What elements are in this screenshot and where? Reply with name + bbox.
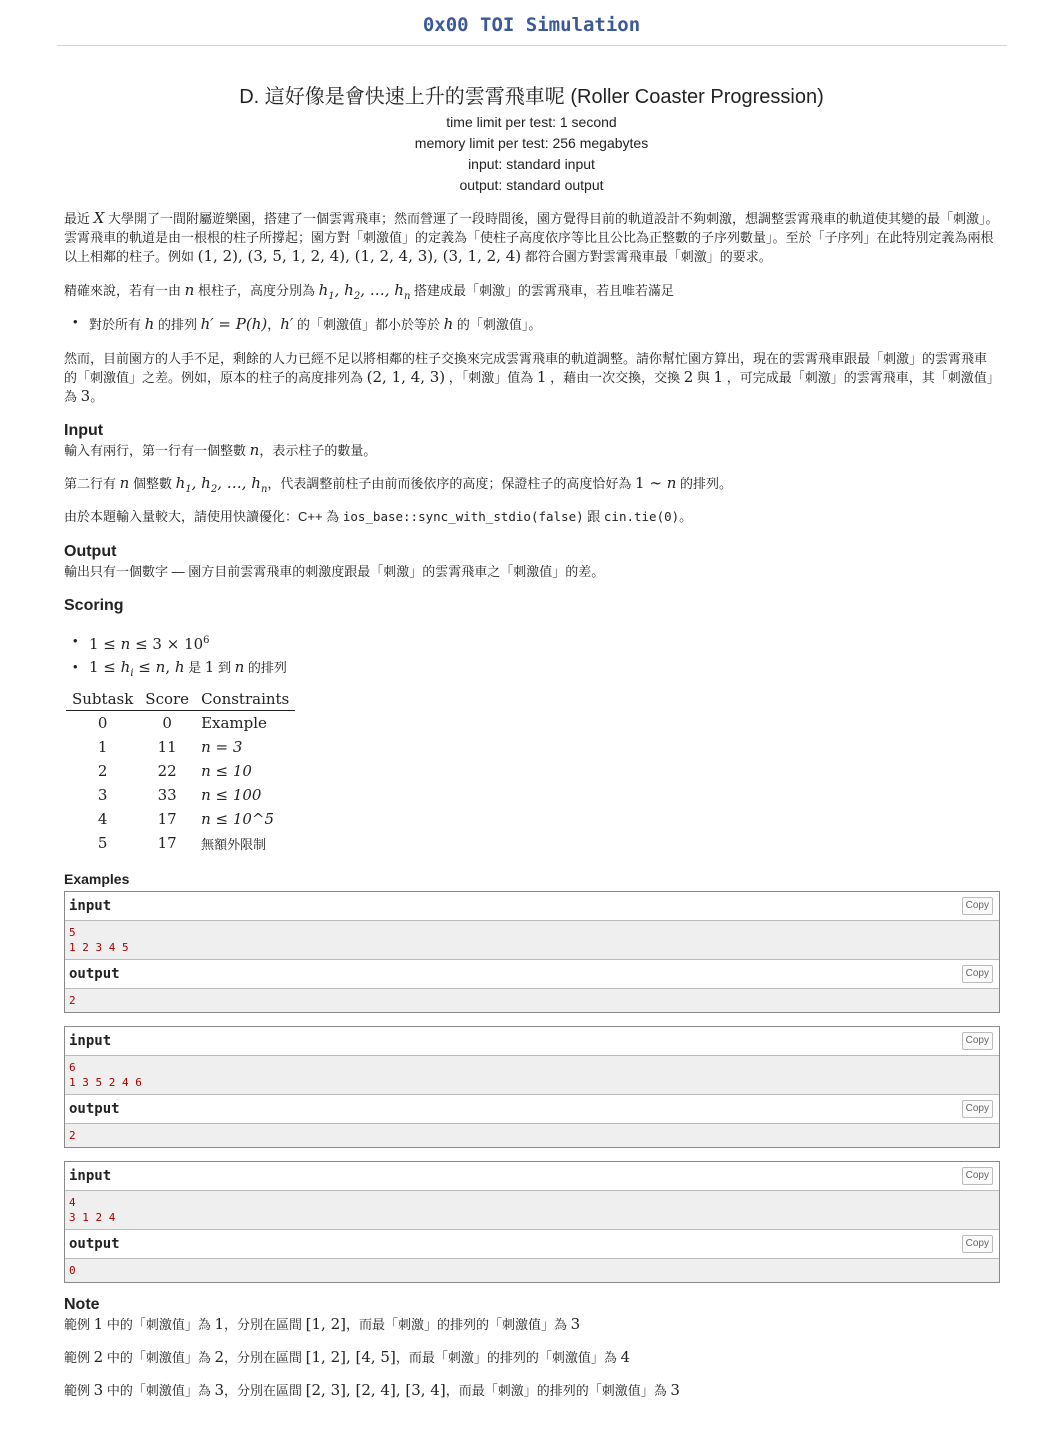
note-line-3: 範例 3 中的「刺激值」為 3，分別在區間 [2, 3], [2, 4], [3, 4]，而最「刺激」的排列的「刺激值」為 3 (64, 1381, 680, 1399)
table-cell: 22 (157, 762, 177, 780)
subtask-table (66, 688, 295, 855)
input-content[interactable]: 5 1 2 3 4 5 (65, 921, 999, 960)
input-header (65, 1162, 999, 1191)
table-header: Score (139, 688, 195, 711)
table-header: Subtask (66, 688, 139, 711)
statement-paragraph-1: 最近 X 大學開了一間附屬遊樂園，搭建了一個雲霄飛車；然而營運了一段時間後，園方覺得目前的軌道設計不夠刺激，想調整雲霄飛車的軌道使其變的最「刺激」。雲霄飛車的軌道是由一根根的柱子所撐起；園方對「刺激值」的定義為「使柱子高度依序等比且公比為正整數的子序列數量」。至於「子序列」在此特別定義為兩根以上相鄰的柱子。例如 (1, 2), (3, 5, 1, 2, 4), (1, 2, 4, 3), (3, 1, 2, 4) 都符合園方對雲霄飛車最「刺激」的要求。 (64, 209, 999, 265)
input-label: input (69, 1168, 112, 1184)
code-snippet: ios_base::sync_with_stdio(false) (342, 509, 584, 524)
table-cell: 5 (97, 834, 108, 852)
note-line-1: 範例 1 中的「刺激值」為 1，分別在區間 [1, 2]，而最「刺激」的排列的「刺激值」為 3 (64, 1315, 581, 1333)
table-row (66, 807, 295, 831)
output-content[interactable]: 2 (65, 989, 999, 1012)
output-content[interactable]: 0 (65, 1259, 999, 1282)
table-cell: 0 (162, 714, 172, 732)
example-block-1 (64, 891, 1000, 1013)
table-cell: 2 (97, 762, 108, 780)
list-item: • $1 \le h_i \le n$, h 是 1 到 n 的排列 (64, 656, 287, 685)
table-cell: Example (201, 714, 267, 732)
table-cell: n ≤ 10 (201, 762, 252, 780)
table-row (66, 783, 295, 807)
note-line-2: 範例 2 中的「刺激值」為 2，分別在區間 [1, 2], [4, 5]，而最「刺激」的排列的「刺激值」為 4 (64, 1348, 631, 1366)
output-label: output (69, 1101, 120, 1117)
table-cell: 1 (97, 738, 108, 756)
table-cell: 4 (97, 810, 108, 828)
scoring-section-title: Scoring (64, 597, 124, 614)
problem-title: D. 這好像是會快速上升的雲霄飛車呢 (Roller Coaster Progression) (239, 86, 824, 108)
input-section-title: Input (64, 422, 104, 439)
input-content[interactable]: 6 1 3 5 2 4 6 (65, 1056, 999, 1095)
table-cell: n ≤ 10^5 (201, 810, 275, 828)
contest-title[interactable]: 0x00 TOI Simulation (422, 14, 641, 36)
input-line-2: 第二行有 n 個整數 $h_1$, $h_2$, …, $h_n$，代表調整前柱子由前而後依序的高度；保證柱子的高度恰好為 1 ∼ n 的排列。 (64, 474, 732, 495)
output-section-title: Output (64, 543, 117, 560)
table-cell: 17 (157, 810, 177, 828)
input-line-1: 輸入有兩行，第一行有一個整數 n，表示柱子的數量。 (64, 441, 377, 459)
statement-paragraph-2: 精確來說，若有一由 n 根柱子，高度分別為 $h_1$, $h_2$, …, $h_n$ 搭建成最「刺激」的雲霄飛車，若且唯若滿足 (64, 281, 675, 302)
table-cell: 11 (157, 738, 177, 756)
copy-button[interactable]: Copy (962, 965, 993, 983)
note-section-title: Note (64, 1296, 100, 1313)
output-label: output (69, 1236, 120, 1252)
input-content[interactable]: 4 3 1 2 4 (65, 1191, 999, 1230)
table-row (66, 735, 295, 759)
output-label: output (69, 966, 120, 982)
output-header (65, 1095, 999, 1124)
table-cell: 0 (97, 714, 108, 732)
example-block-2 (64, 1026, 1000, 1148)
output-header (65, 960, 999, 989)
condition-list (64, 314, 541, 333)
copy-button[interactable]: Copy (962, 1167, 993, 1185)
input-spec: input: standard input (468, 156, 595, 172)
output-text: 輸出只有一個數字 — 園方目前雲霄飛車的刺激度跟最「刺激」的雲霄飛車之「刺激值」的差。 (64, 564, 605, 579)
table-cell: 17 (157, 834, 177, 852)
output-header (65, 1230, 999, 1259)
input-label: input (69, 898, 112, 914)
output-spec: output: standard output (459, 177, 604, 193)
memory-limit: memory limit per test: 256 megabytes (414, 135, 649, 151)
table-cell: 33 (157, 786, 177, 804)
header-divider (57, 45, 1007, 46)
code-snippet: cin.tie(0) (603, 509, 680, 524)
input-line-3: 由於本題輸入量較大，請使用快讀優化：C++ 為 ios_base::sync_with_stdio(false) 跟 cin.tie(0)。 (64, 509, 693, 524)
statement-paragraph-3: 然而，目前園方的人手不足，剩餘的人力已經不足以將相鄰的柱子交換來完成雲霄飛車的軌道調整。請你幫忙園方算出，現在的雲霄飛車跟最「刺激」的雲霄飛車的「刺激值」之差。例如，原本的柱子的高度排列為 (2, 1, 4, 3) ，「刺激」值為 1 ，藉由一次交換，交換 2 與 1 ，可完成最「刺激」的雲霄飛車，其「刺激值」為 3。 (64, 351, 994, 405)
table-cell: n ≤ 100 (201, 786, 262, 804)
copy-button[interactable]: Copy (962, 1100, 993, 1118)
output-content[interactable]: 2 (65, 1124, 999, 1147)
table-header: Constraints (195, 688, 295, 711)
input-header (65, 892, 999, 921)
table-cell: 無額外限制 (201, 837, 267, 853)
copy-button[interactable]: Copy (962, 1032, 993, 1050)
input-header (65, 1027, 999, 1056)
copy-button[interactable]: Copy (962, 897, 993, 915)
table-cell: n = 3 (201, 738, 243, 756)
table-row (66, 711, 295, 736)
input-label: input (69, 1033, 112, 1049)
time-limit: time limit per test: 1 second (446, 114, 617, 130)
examples-label: Examples (64, 871, 130, 887)
list-item: • $1 \le n \le 3 \times 10^6$ (64, 630, 287, 656)
table-cell: 3 (97, 786, 108, 804)
table-row (66, 831, 295, 855)
list-item: • 對於所有 h 的排列 h′ = P(h)，h′ 的「刺激值」都小於等於 h 的「刺激值」。 (64, 314, 541, 333)
table-row (66, 759, 295, 783)
copy-button[interactable]: Copy (962, 1235, 993, 1253)
scoring-list (64, 630, 287, 685)
example-block-3 (64, 1161, 1000, 1283)
